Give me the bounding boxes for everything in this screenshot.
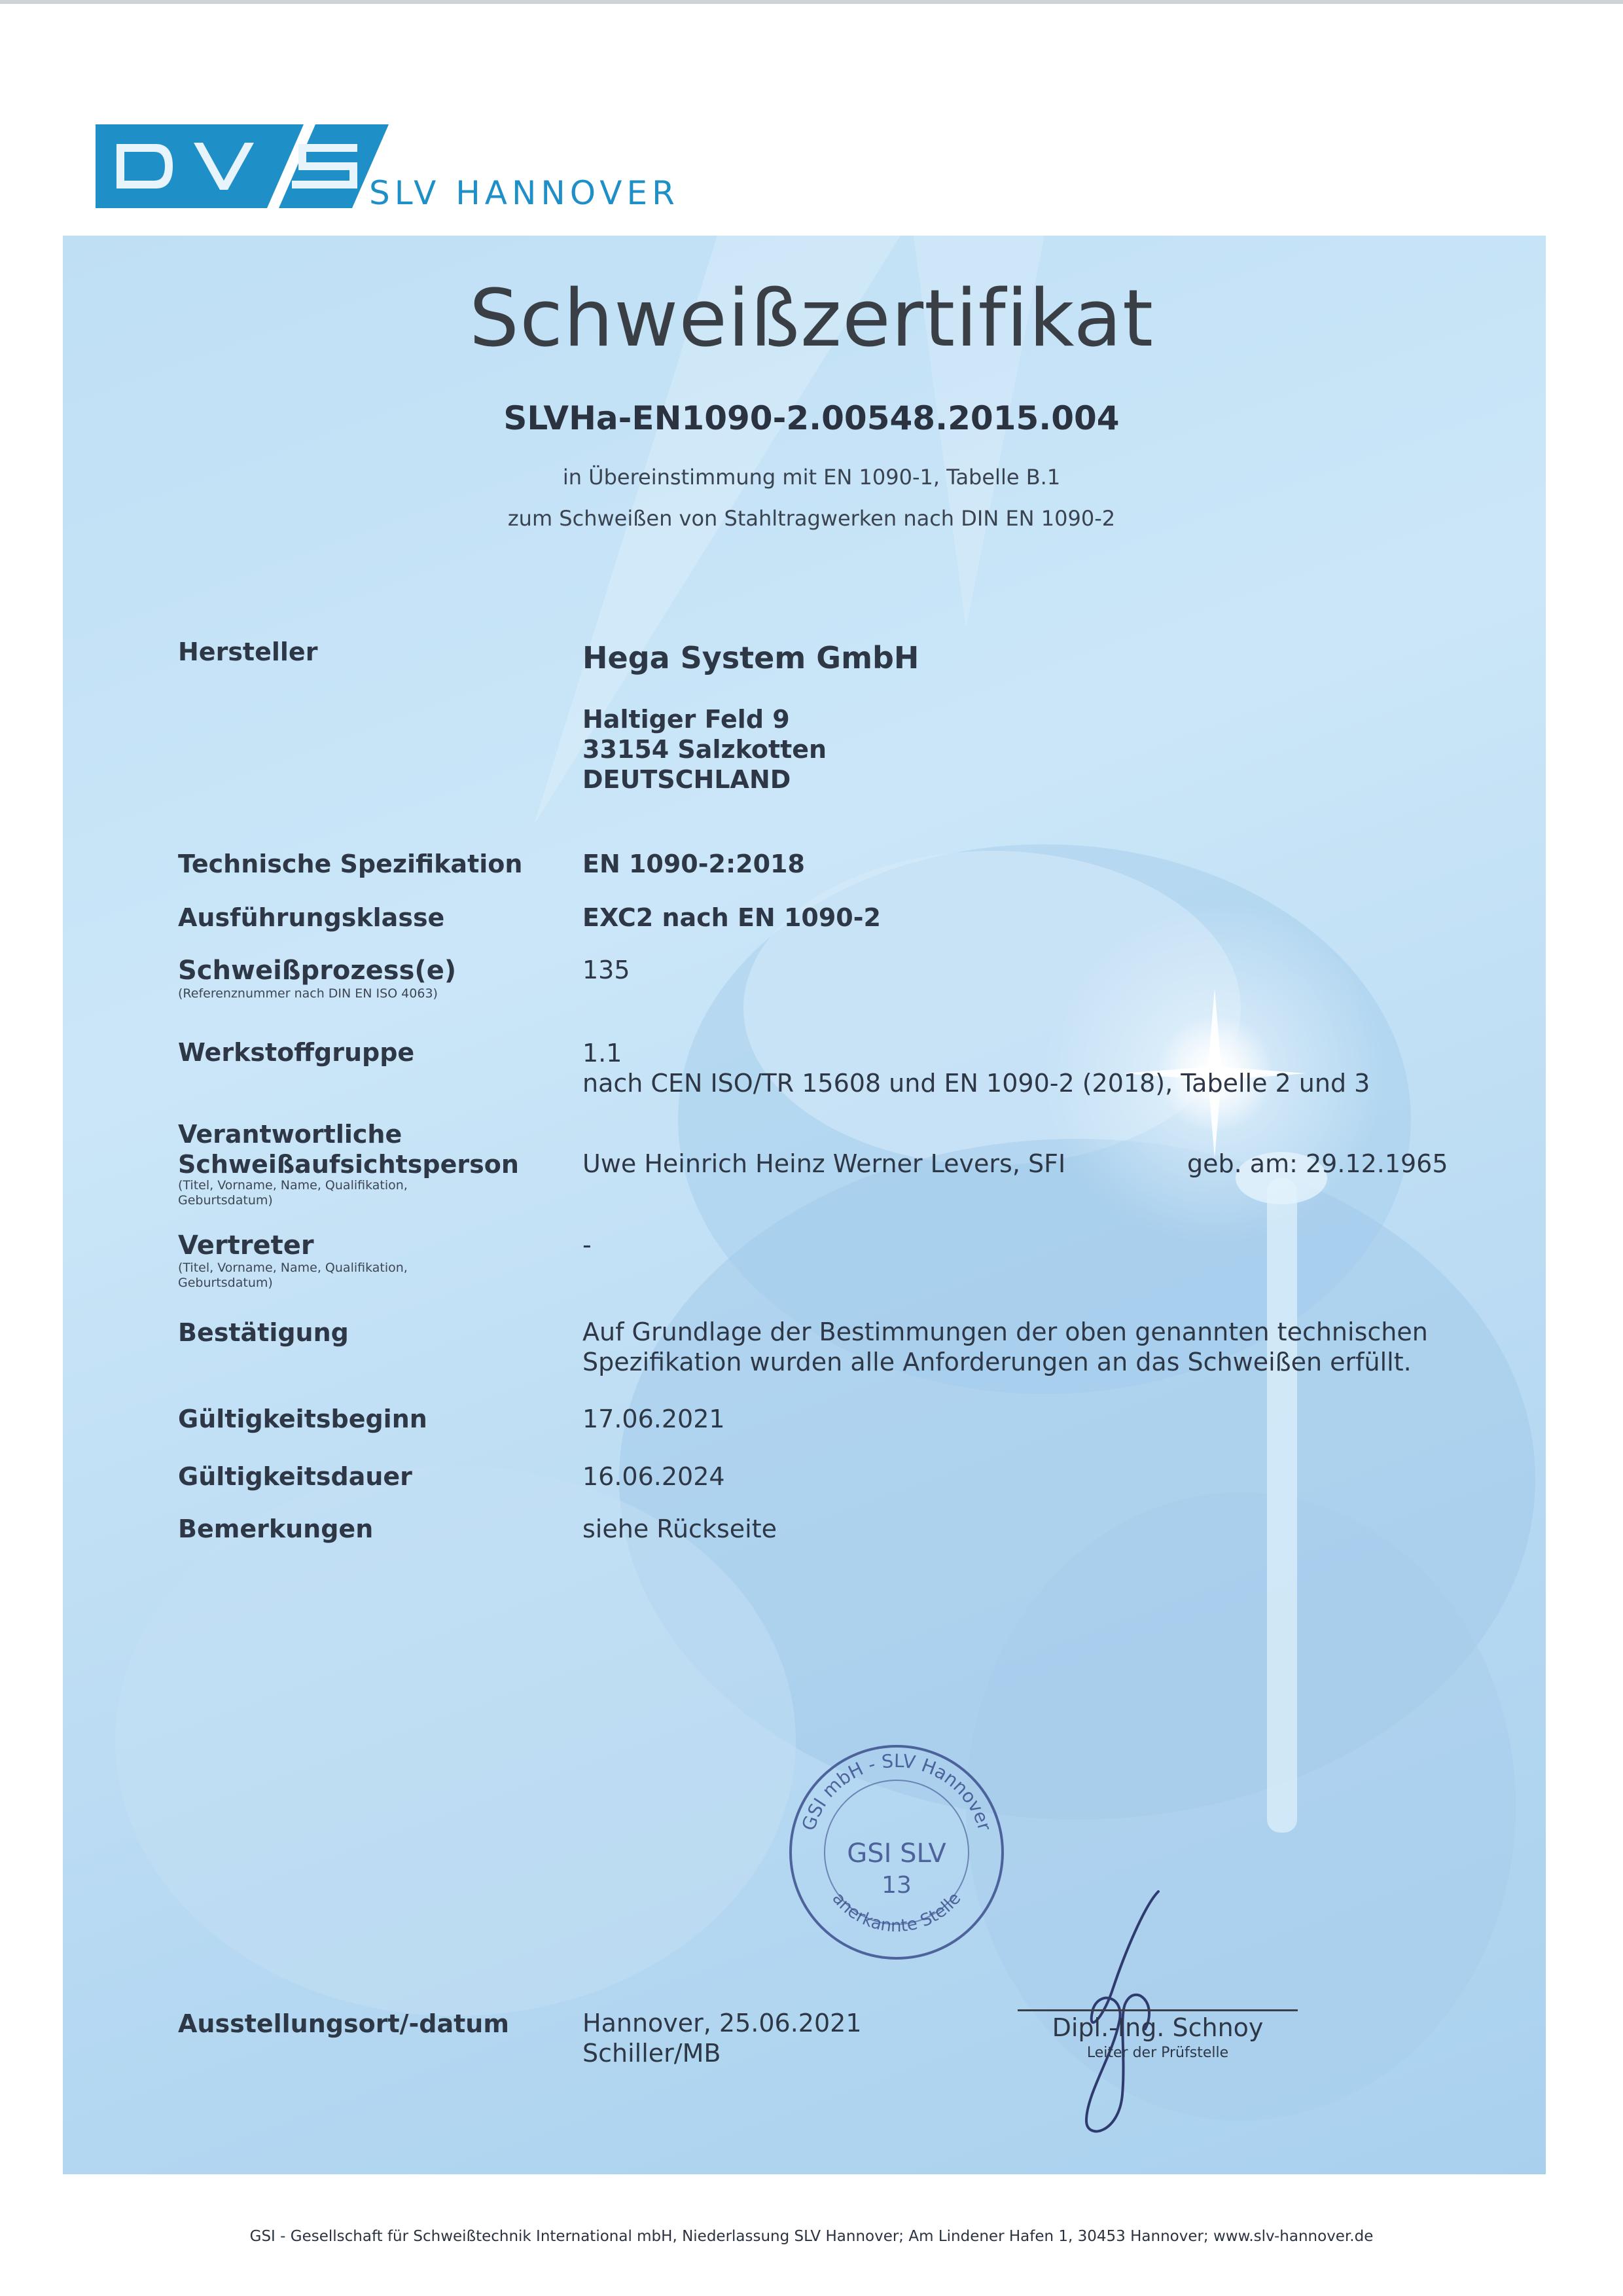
deputy-note-line-2: Geburtsdatum) <box>178 1276 273 1290</box>
manufacturer-name: Hega System GmbH <box>582 640 919 675</box>
logo-text: SLV HANNOVER <box>369 174 679 212</box>
deputy-note <box>178 1261 408 1291</box>
signatory-name: Dipl.-Ing. Schnoy <box>1052 2013 1264 2042</box>
official-stamp <box>785 1741 1008 1964</box>
scan-edge <box>0 0 1623 4</box>
label-material: Werkstoffgruppe <box>178 1038 415 1067</box>
supervisor-value: Uwe Heinrich Heinz Werner Levers, SFI <box>582 1149 1066 1178</box>
material-value <box>582 1038 1370 1098</box>
label-confirmation: Bestätigung <box>178 1318 349 1347</box>
label-exec-class: Ausführungsklasse <box>178 903 445 932</box>
certificate-number: SLVHa-EN1090-2.00548.2015.004 <box>503 399 1120 437</box>
label-tech-spec: Technische Spezifikation <box>178 850 523 878</box>
exec-class-value: EXC2 nach EN 1090-2 <box>582 903 881 932</box>
dvs-logo-mark <box>96 124 389 208</box>
label-valid-until: Gültigkeitsdauer <box>178 1462 412 1491</box>
label-supervisor <box>178 1119 519 1179</box>
manufacturer-city: 33154 Salzkotten <box>582 735 827 764</box>
label-remarks: Bemerkungen <box>178 1515 374 1543</box>
confirmation-value <box>582 1317 1428 1377</box>
supervisor-note-line-1: (Titel, Vorname, Name, Qualifikation, <box>178 1178 408 1193</box>
label-valid-from: Gültigkeitsbeginn <box>178 1405 427 1433</box>
confirmation-line-2: Spezifikation wurden alle Anforderungen an das Schweißen erfüllt. <box>582 1348 1412 1376</box>
label-issue: Ausstellungsort/-datum <box>178 2009 509 2038</box>
confirmation-line-1: Auf Grundlage der Bestimmungen der oben genannten technischen <box>582 1318 1428 1346</box>
valid-from-value: 17.06.2021 <box>582 1405 725 1433</box>
label-deputy: Vertreter <box>178 1230 314 1261</box>
valid-until-value: 16.06.2024 <box>582 1462 725 1491</box>
manufacturer-country: DEUTSCHLAND <box>582 765 791 794</box>
issue-value <box>582 2008 862 2068</box>
label-process: Schweißprozess(e) <box>178 956 457 986</box>
signature-line <box>1018 2009 1298 2011</box>
stamp-number: 13 <box>882 1872 912 1899</box>
certificate-subtitle-2: zum Schweißen von Stahltragwerken nach DIN EN 1090-2 <box>507 506 1116 531</box>
supervisor-birth-date: geb. am: 29.12.1965 <box>1187 1149 1448 1178</box>
process-note: (Referenznummer nach DIN EN ISO 4063) <box>178 986 438 1001</box>
label-supervisor-line-2: Schweißaufsichtsperson <box>178 1150 519 1179</box>
stamp-outer-top-text: GSI mbH - SLV Hannover <box>797 1749 996 1833</box>
certificate-subtitle-1: in Übereinstimmung mit EN 1090-1, Tabelle B.1 <box>562 465 1061 490</box>
stamp-center-text: GSI SLV <box>847 1839 946 1869</box>
stamp-outer-bottom-text: anerkannte Stelle <box>828 1888 965 1937</box>
process-value: 135 <box>582 956 630 984</box>
manufacturer-street: Haltiger Feld 9 <box>582 705 790 734</box>
footer-text: GSI - Gesellschaft für Schweißtechnik International mbH, Niederlassung SLV Hannover; Am Lindener Hafen 1, 30453 Hannover; www.slv-hannover.de <box>249 2228 1374 2245</box>
material-standard: nach CEN ISO/TR 15608 und EN 1090-2 (2018), Tabelle 2 und 3 <box>582 1069 1370 1098</box>
supervisor-note <box>178 1178 408 1208</box>
deputy-note-line-1: (Titel, Vorname, Name, Qualifikation, <box>178 1261 408 1275</box>
supervisor-note-line-2: Geburtsdatum) <box>178 1193 273 1208</box>
signatory-role: Leiter der Prüfstelle <box>1086 2045 1229 2061</box>
label-supervisor-line-1: Verantwortliche <box>178 1120 402 1149</box>
remarks-value: siehe Rückseite <box>582 1515 777 1543</box>
manufacturer-address <box>582 704 827 795</box>
issue-clerk: Schiller/MB <box>582 2039 721 2068</box>
material-group: 1.1 <box>582 1039 622 1067</box>
dvs-slv-logo <box>96 124 717 223</box>
label-hersteller: Hersteller <box>178 637 318 666</box>
tech-spec-value: EN 1090-2:2018 <box>582 850 805 878</box>
certificate-title: Schweißzertifikat <box>469 274 1154 365</box>
issue-place-date: Hannover, 25.06.2021 <box>582 2009 862 2037</box>
deputy-value: - <box>582 1230 592 1259</box>
